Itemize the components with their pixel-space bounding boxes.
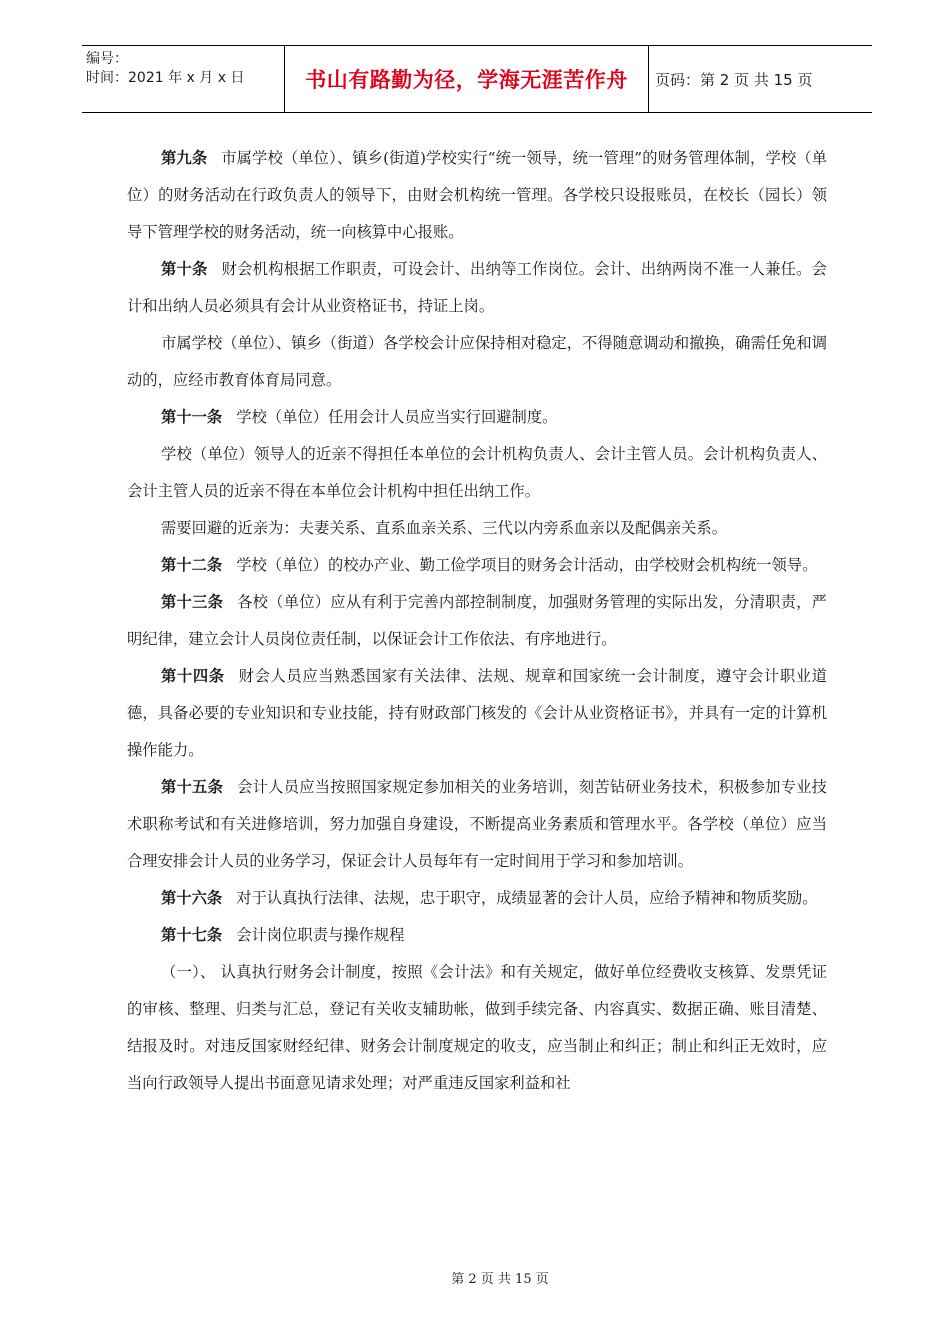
article-number: 第十条 <box>161 260 208 278</box>
paragraph <box>127 880 827 917</box>
paragraph-text: 学校（单位）领导人的近亲不得担任本单位的会计机构负责人、会计主管人员。会计机构负责人、会计主管人员的近亲不得在本单位会计机构中担任出纳工作。 <box>127 445 827 500</box>
paragraph-text: 对于认真执行法律、法规，忠于职守，成绩显著的会计人员，应给予精神和物质奖励。 <box>236 889 818 907</box>
paragraph-text: 会计岗位职责与操作规程 <box>236 926 405 944</box>
article-number: 第十二条 <box>161 556 223 574</box>
paragraph-text: 财会人员应当熟悉国家有关法律、法规、规章和国家统一会计制度，遵守会计职业道德，具备必要的专业知识和专业技能，持有财政部门核发的《会计从业资格证书》，并具有一定的计算机操作能力。 <box>127 667 827 759</box>
paragraph-text: 会计人员应当按照国家规定参加相关的业务培训，刻苦钻研业务技术，积极参加专业技术职称考试和有关进修培训，努力加强自身建设，不断提高业务素质和管理水平。各学校（单位）应当合理安排会计人员的业务学习，保证会计人员每年有一定时间用于学习和参加培训。 <box>127 778 827 870</box>
article-number: 第十七条 <box>161 926 223 944</box>
header-motto: 书山有路勤为径，学海无涯苦作舟 <box>285 46 649 112</box>
paragraph-text: 市属学校（单位）、镇乡（街道）各学校会计应保持相对稳定，不得随意调动和撤换，确需任免和调动的，应经市教育体育局同意。 <box>127 334 827 389</box>
document-body <box>127 140 827 1102</box>
header-page-info: 页码：第 2 页 共 15 页 <box>655 70 813 89</box>
paragraph <box>127 436 827 510</box>
paragraph <box>127 251 827 325</box>
paragraph-text: 各校（单位）应从有利于完善内部控制制度，加强财务管理的实际出发，分清职责，严明纪律，建立会计人员岗位责任制，以保证会计工作依法、有序地进行。 <box>127 593 827 648</box>
header-meta <box>82 46 285 112</box>
paragraph-text: 需要回避的近亲为：夫妻关系、直系血亲关系、三代以内旁系血亲以及配偶亲关系。 <box>161 519 727 537</box>
paragraph <box>127 325 827 399</box>
number-label: 编号： <box>86 51 128 67</box>
page-header <box>82 45 872 113</box>
paragraph <box>127 769 827 880</box>
paragraph <box>127 140 827 251</box>
paragraph-text: 市属学校（单位）、镇乡(街道)学校实行“统一领导，统一管理”的财务管理体制，学校（单位）的财务活动在行政负责人的领导下，由财会机构统一管理。各学校只设报账员，在校长（园长）领导下管理学校的财务活动，统一向核算中心报账。 <box>127 149 827 241</box>
paragraph-text: 学校（单位）的校办产业、勤工俭学项目的财务会计活动，由学校财会机构统一领导。 <box>236 556 818 574</box>
page-footer: 第 2 页 共 15 页 <box>451 1272 549 1287</box>
paragraph <box>127 917 827 954</box>
paragraph <box>127 954 827 1102</box>
article-number: 第十四条 <box>161 667 225 685</box>
paragraph-text: （一）、 认真执行财务会计制度，按照《会计法》和有关规定，做好单位经费收支核算、发票凭证的审核、整理、归类与汇总，登记有关收支辅助帐，做到手续完备、内容真实、数据正确、账目清楚、结报及时。对违反国家财经纪律、财务会计制度规定的收支，应当制止和纠正；制止和纠正无效时，应当向行政领导人提出书面意见请求处理；对严重违反国家利益和社 <box>127 963 827 1092</box>
paragraph <box>127 399 827 436</box>
article-number: 第十一条 <box>161 408 223 426</box>
paragraph-text: 学校（单位）任用会计人员应当实行回避制度。 <box>236 408 558 426</box>
article-number: 第十三条 <box>161 593 224 611</box>
paragraph <box>127 658 827 769</box>
paragraph <box>127 584 827 658</box>
article-number: 第十六条 <box>161 889 223 907</box>
article-number: 第九条 <box>161 149 208 167</box>
paragraph <box>127 510 827 547</box>
time-label: 时间：2021 年 x 月 x 日 <box>86 70 245 86</box>
article-number: 第十五条 <box>161 778 224 796</box>
paragraph-text: 财会机构根据工作职责，可设会计、出纳等工作岗位。会计、出纳两岗不准一人兼任。会计和出纳人员必须具有会计从业资格证书，持证上岗。 <box>127 260 827 315</box>
paragraph <box>127 547 827 584</box>
